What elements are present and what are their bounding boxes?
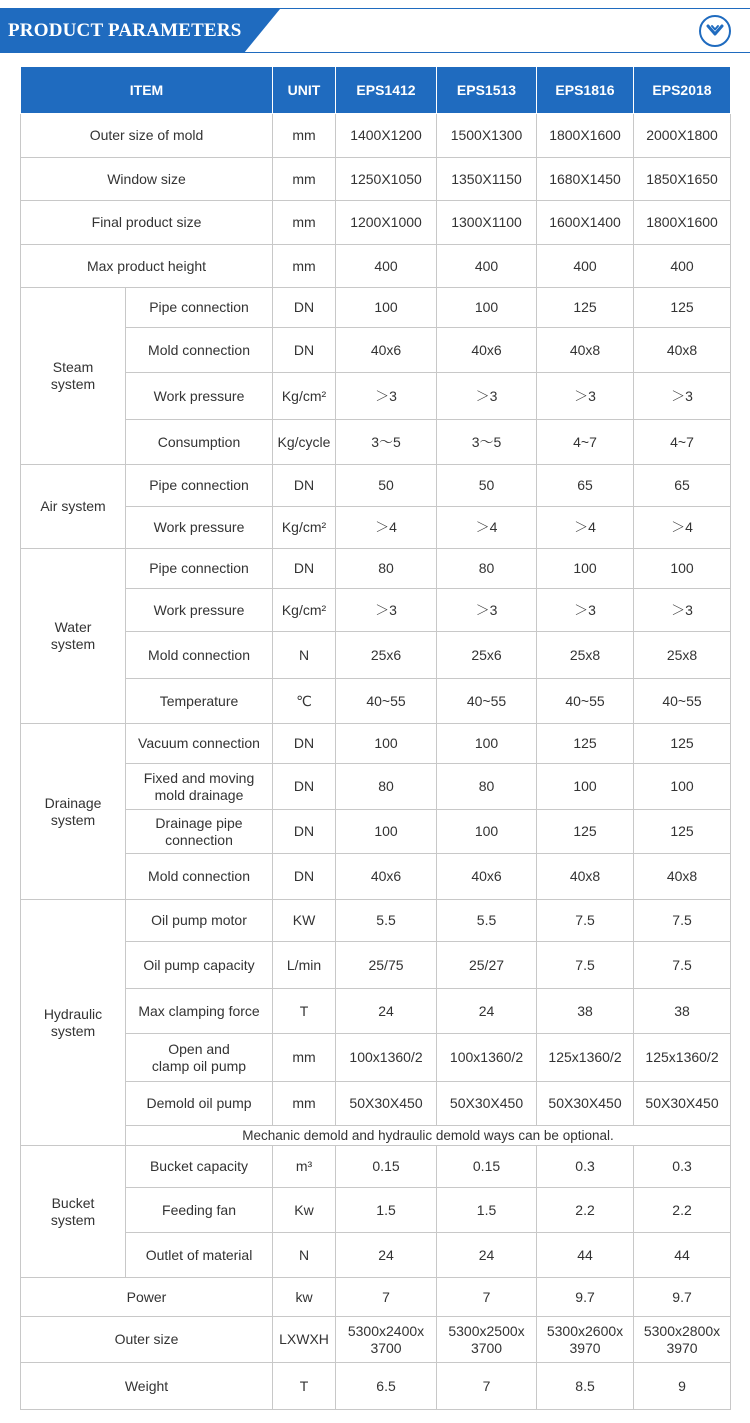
table-row <box>21 632 731 679</box>
unit-cell: Kg/cm² <box>273 589 336 632</box>
value-cell: ＞3 <box>537 589 634 632</box>
unit-cell: mm <box>273 245 336 288</box>
header-model: EPS1513 <box>437 67 537 114</box>
value-cell: ＞3 <box>336 589 437 632</box>
value-cell: 125 <box>634 810 731 854</box>
row-label: Max product height <box>21 245 273 288</box>
value-cell: 125x1360/2 <box>537 1034 634 1082</box>
row-label: Work pressure <box>126 373 273 420</box>
value-cell: 38 <box>634 989 731 1034</box>
value-cell: 80 <box>437 764 537 810</box>
value-cell: 9.7 <box>634 1278 731 1317</box>
value-cell: 5.5 <box>437 900 537 942</box>
value-cell: 7.5 <box>634 942 731 989</box>
value-cell: 3～5 <box>336 420 437 465</box>
value-cell: 2.2 <box>537 1188 634 1233</box>
row-label: Max clamping force <box>126 989 273 1034</box>
unit-cell: DN <box>273 854 336 900</box>
table-row <box>21 1188 731 1233</box>
row-label: Work pressure <box>126 589 273 632</box>
value-cell: 125 <box>537 724 634 764</box>
value-cell: 0.3 <box>537 1146 634 1188</box>
value-cell: 44 <box>537 1233 634 1278</box>
value-cell: 4~7 <box>634 420 731 465</box>
value-cell: 9.7 <box>537 1278 634 1317</box>
value-cell: 125 <box>634 724 731 764</box>
value-cell: 1250X1050 <box>336 158 437 201</box>
row-label: Bucket capacity <box>126 1146 273 1188</box>
unit-cell: m³ <box>273 1146 336 1188</box>
unit-cell: DN <box>273 288 336 328</box>
table-row <box>21 114 731 158</box>
value-cell: ＞3 <box>437 589 537 632</box>
unit-cell: DN <box>273 724 336 764</box>
table-row <box>21 465 731 507</box>
value-cell: 40x8 <box>537 854 634 900</box>
value-cell: 400 <box>336 245 437 288</box>
value-cell: 7.5 <box>537 900 634 942</box>
row-label: Mold connection <box>126 854 273 900</box>
value-cell: 1.5 <box>336 1188 437 1233</box>
row-label: Pipe connection <box>126 549 273 589</box>
unit-cell: DN <box>273 764 336 810</box>
value-cell: 50X30X450 <box>437 1082 537 1126</box>
unit-cell: Kw <box>273 1188 336 1233</box>
row-label: Power <box>21 1278 273 1317</box>
table-header-row <box>21 67 731 114</box>
table-row <box>21 989 731 1034</box>
row-label: Mold connection <box>126 328 273 373</box>
row-label: Outer size <box>21 1317 273 1363</box>
value-cell: 24 <box>437 1233 537 1278</box>
value-cell: 100 <box>634 549 731 589</box>
value-cell: 100 <box>437 724 537 764</box>
value-cell: 25x8 <box>537 632 634 679</box>
group-label: Hydraulic system <box>21 900 126 1146</box>
unit-cell: DN <box>273 465 336 507</box>
value-cell: 40~55 <box>336 679 437 724</box>
value-cell: ＞3 <box>437 373 537 420</box>
unit-cell: DN <box>273 549 336 589</box>
row-label: Outlet of material <box>126 1233 273 1278</box>
value-cell: 1800X1600 <box>537 114 634 158</box>
value-cell: 65 <box>537 465 634 507</box>
row-label: Temperature <box>126 679 273 724</box>
row-label: Fixed and moving mold drainage <box>126 764 273 810</box>
value-cell: 5.5 <box>336 900 437 942</box>
value-cell: 80 <box>437 549 537 589</box>
unit-cell: mm <box>273 158 336 201</box>
value-cell: 25/75 <box>336 942 437 989</box>
row-label: Open and clamp oil pump <box>126 1034 273 1082</box>
row-label: Vacuum connection <box>126 724 273 764</box>
parameters-table <box>20 66 731 1410</box>
row-label: Feeding fan <box>126 1188 273 1233</box>
row-label: Window size <box>21 158 273 201</box>
value-cell: 40x6 <box>437 854 537 900</box>
value-cell: 1350X1150 <box>437 158 537 201</box>
row-label: Final product size <box>21 201 273 245</box>
row-label: Work pressure <box>126 507 273 549</box>
value-cell: 40x6 <box>437 328 537 373</box>
value-cell: 1300X1100 <box>437 201 537 245</box>
row-label: Oil pump motor <box>126 900 273 942</box>
table-row <box>21 942 731 989</box>
header-model: EPS1412 <box>336 67 437 114</box>
value-cell: 9 <box>634 1363 731 1410</box>
table-row <box>21 328 731 373</box>
unit-cell: mm <box>273 1034 336 1082</box>
table-row <box>21 589 731 632</box>
value-cell: 50X30X450 <box>634 1082 731 1126</box>
table-row <box>21 764 731 810</box>
unit-cell: kw <box>273 1278 336 1317</box>
value-cell: 0.3 <box>634 1146 731 1188</box>
table-row <box>21 1233 731 1278</box>
table-row <box>21 420 731 465</box>
value-cell: 50X30X450 <box>537 1082 634 1126</box>
table-row <box>21 245 731 288</box>
value-cell: 40x8 <box>634 854 731 900</box>
table-row <box>21 373 731 420</box>
note-row <box>21 1126 731 1146</box>
value-cell: ＞4 <box>634 507 731 549</box>
value-cell: 24 <box>336 989 437 1034</box>
table-row <box>21 1363 731 1410</box>
table-row <box>21 507 731 549</box>
value-cell: 400 <box>437 245 537 288</box>
group-label: Drainage system <box>21 724 126 900</box>
value-cell: 25x6 <box>437 632 537 679</box>
header-top-rule <box>0 8 750 9</box>
value-cell: 40~55 <box>537 679 634 724</box>
section-header <box>0 0 750 62</box>
unit-cell: ℃ <box>273 679 336 724</box>
page-title: PRODUCT PARAMETERS <box>8 20 242 41</box>
value-cell: 5300x2600x 3970 <box>537 1317 634 1363</box>
value-cell: 6.5 <box>336 1363 437 1410</box>
unit-cell: L/min <box>273 942 336 989</box>
row-label: Pipe connection <box>126 288 273 328</box>
row-label: Outer size of mold <box>21 114 273 158</box>
value-cell: 5300x2500x 3700 <box>437 1317 537 1363</box>
row-label: Consumption <box>126 420 273 465</box>
value-cell: 5300x2800x 3970 <box>634 1317 731 1363</box>
unit-cell: Kg/cm² <box>273 373 336 420</box>
unit-cell: mm <box>273 201 336 245</box>
unit-cell: Kg/cm² <box>273 507 336 549</box>
row-label: Weight <box>21 1363 273 1410</box>
value-cell: 2000X1800 <box>634 114 731 158</box>
header-item: ITEM <box>21 67 273 114</box>
group-label: Air system <box>21 465 126 549</box>
value-cell: 7.5 <box>537 942 634 989</box>
value-cell: 100 <box>336 724 437 764</box>
value-cell: 80 <box>336 549 437 589</box>
value-cell: 100 <box>437 810 537 854</box>
value-cell: 400 <box>537 245 634 288</box>
value-cell: 100x1360/2 <box>437 1034 537 1082</box>
value-cell: 125 <box>634 288 731 328</box>
value-cell: 25/27 <box>437 942 537 989</box>
value-cell: 40x8 <box>634 328 731 373</box>
value-cell: 2.2 <box>634 1188 731 1233</box>
value-cell: 40x6 <box>336 328 437 373</box>
value-cell: 0.15 <box>437 1146 537 1188</box>
table-row <box>21 201 731 245</box>
table-row <box>21 724 731 764</box>
header-unit: UNIT <box>273 67 336 114</box>
value-cell: 40~55 <box>437 679 537 724</box>
value-cell: 8.5 <box>537 1363 634 1410</box>
row-label: Mold connection <box>126 632 273 679</box>
value-cell: 25x6 <box>336 632 437 679</box>
value-cell: 7 <box>336 1278 437 1317</box>
value-cell: 7.5 <box>634 900 731 942</box>
group-label: Water system <box>21 549 126 724</box>
value-cell: ＞3 <box>634 373 731 420</box>
value-cell: ＞4 <box>336 507 437 549</box>
table-row <box>21 679 731 724</box>
value-cell: 100 <box>437 288 537 328</box>
table-row <box>21 1278 731 1317</box>
value-cell: 40x8 <box>537 328 634 373</box>
unit-cell: mm <box>273 1082 336 1126</box>
value-cell: 50 <box>336 465 437 507</box>
group-label: Steam system <box>21 288 126 465</box>
value-cell: 1680X1450 <box>537 158 634 201</box>
value-cell: 24 <box>437 989 537 1034</box>
table-note: Mechanic demold and hydraulic demold ways can be optional. <box>126 1126 731 1146</box>
value-cell: 5300x2400x 3700 <box>336 1317 437 1363</box>
value-cell: 40x6 <box>336 854 437 900</box>
chevron-down-icon[interactable] <box>699 15 731 47</box>
table-row <box>21 810 731 854</box>
value-cell: 7 <box>437 1363 537 1410</box>
value-cell: 1200X1000 <box>336 201 437 245</box>
group-label: Bucket system <box>21 1146 126 1278</box>
value-cell: 125 <box>537 810 634 854</box>
value-cell: 40~55 <box>634 679 731 724</box>
unit-cell: Kg/cycle <box>273 420 336 465</box>
table-row <box>21 158 731 201</box>
value-cell: 1800X1600 <box>634 201 731 245</box>
value-cell: 65 <box>634 465 731 507</box>
table-row <box>21 549 731 589</box>
value-cell: 100 <box>336 810 437 854</box>
value-cell: ＞3 <box>537 373 634 420</box>
value-cell: 24 <box>336 1233 437 1278</box>
header-model: EPS1816 <box>537 67 634 114</box>
value-cell: 100 <box>537 549 634 589</box>
unit-cell: KW <box>273 900 336 942</box>
value-cell: 100x1360/2 <box>336 1034 437 1082</box>
value-cell: ＞3 <box>336 373 437 420</box>
unit-cell: N <box>273 1233 336 1278</box>
unit-cell: DN <box>273 810 336 854</box>
value-cell: ＞4 <box>437 507 537 549</box>
value-cell: 100 <box>634 764 731 810</box>
row-label: Pipe connection <box>126 465 273 507</box>
unit-cell: T <box>273 989 336 1034</box>
value-cell: 100 <box>336 288 437 328</box>
value-cell: ＞3 <box>634 589 731 632</box>
value-cell: 125 <box>537 288 634 328</box>
table-row <box>21 1146 731 1188</box>
unit-cell: T <box>273 1363 336 1410</box>
unit-cell: N <box>273 632 336 679</box>
row-label: Demold oil pump <box>126 1082 273 1126</box>
value-cell: 1400X1200 <box>336 114 437 158</box>
table-row <box>21 1082 731 1126</box>
value-cell: 38 <box>537 989 634 1034</box>
unit-cell: mm <box>273 114 336 158</box>
value-cell: 0.15 <box>336 1146 437 1188</box>
value-cell: 1500X1300 <box>437 114 537 158</box>
row-label: Drainage pipe connection <box>126 810 273 854</box>
value-cell: ＞4 <box>537 507 634 549</box>
value-cell: 1600X1400 <box>537 201 634 245</box>
table-row <box>21 900 731 942</box>
value-cell: 125x1360/2 <box>634 1034 731 1082</box>
header-model: EPS2018 <box>634 67 731 114</box>
value-cell: 3～5 <box>437 420 537 465</box>
value-cell: 25x8 <box>634 632 731 679</box>
value-cell: 1.5 <box>437 1188 537 1233</box>
value-cell: 44 <box>634 1233 731 1278</box>
table-row <box>21 1034 731 1082</box>
unit-cell: DN <box>273 328 336 373</box>
unit-cell: LXWXH <box>273 1317 336 1363</box>
value-cell: 1850X1650 <box>634 158 731 201</box>
value-cell: 7 <box>437 1278 537 1317</box>
value-cell: 80 <box>336 764 437 810</box>
value-cell: 100 <box>537 764 634 810</box>
table-row <box>21 854 731 900</box>
value-cell: 50X30X450 <box>336 1082 437 1126</box>
value-cell: 4~7 <box>537 420 634 465</box>
value-cell: 50 <box>437 465 537 507</box>
row-label: Oil pump capacity <box>126 942 273 989</box>
table-row <box>21 1317 731 1363</box>
table-row <box>21 288 731 328</box>
value-cell: 400 <box>634 245 731 288</box>
